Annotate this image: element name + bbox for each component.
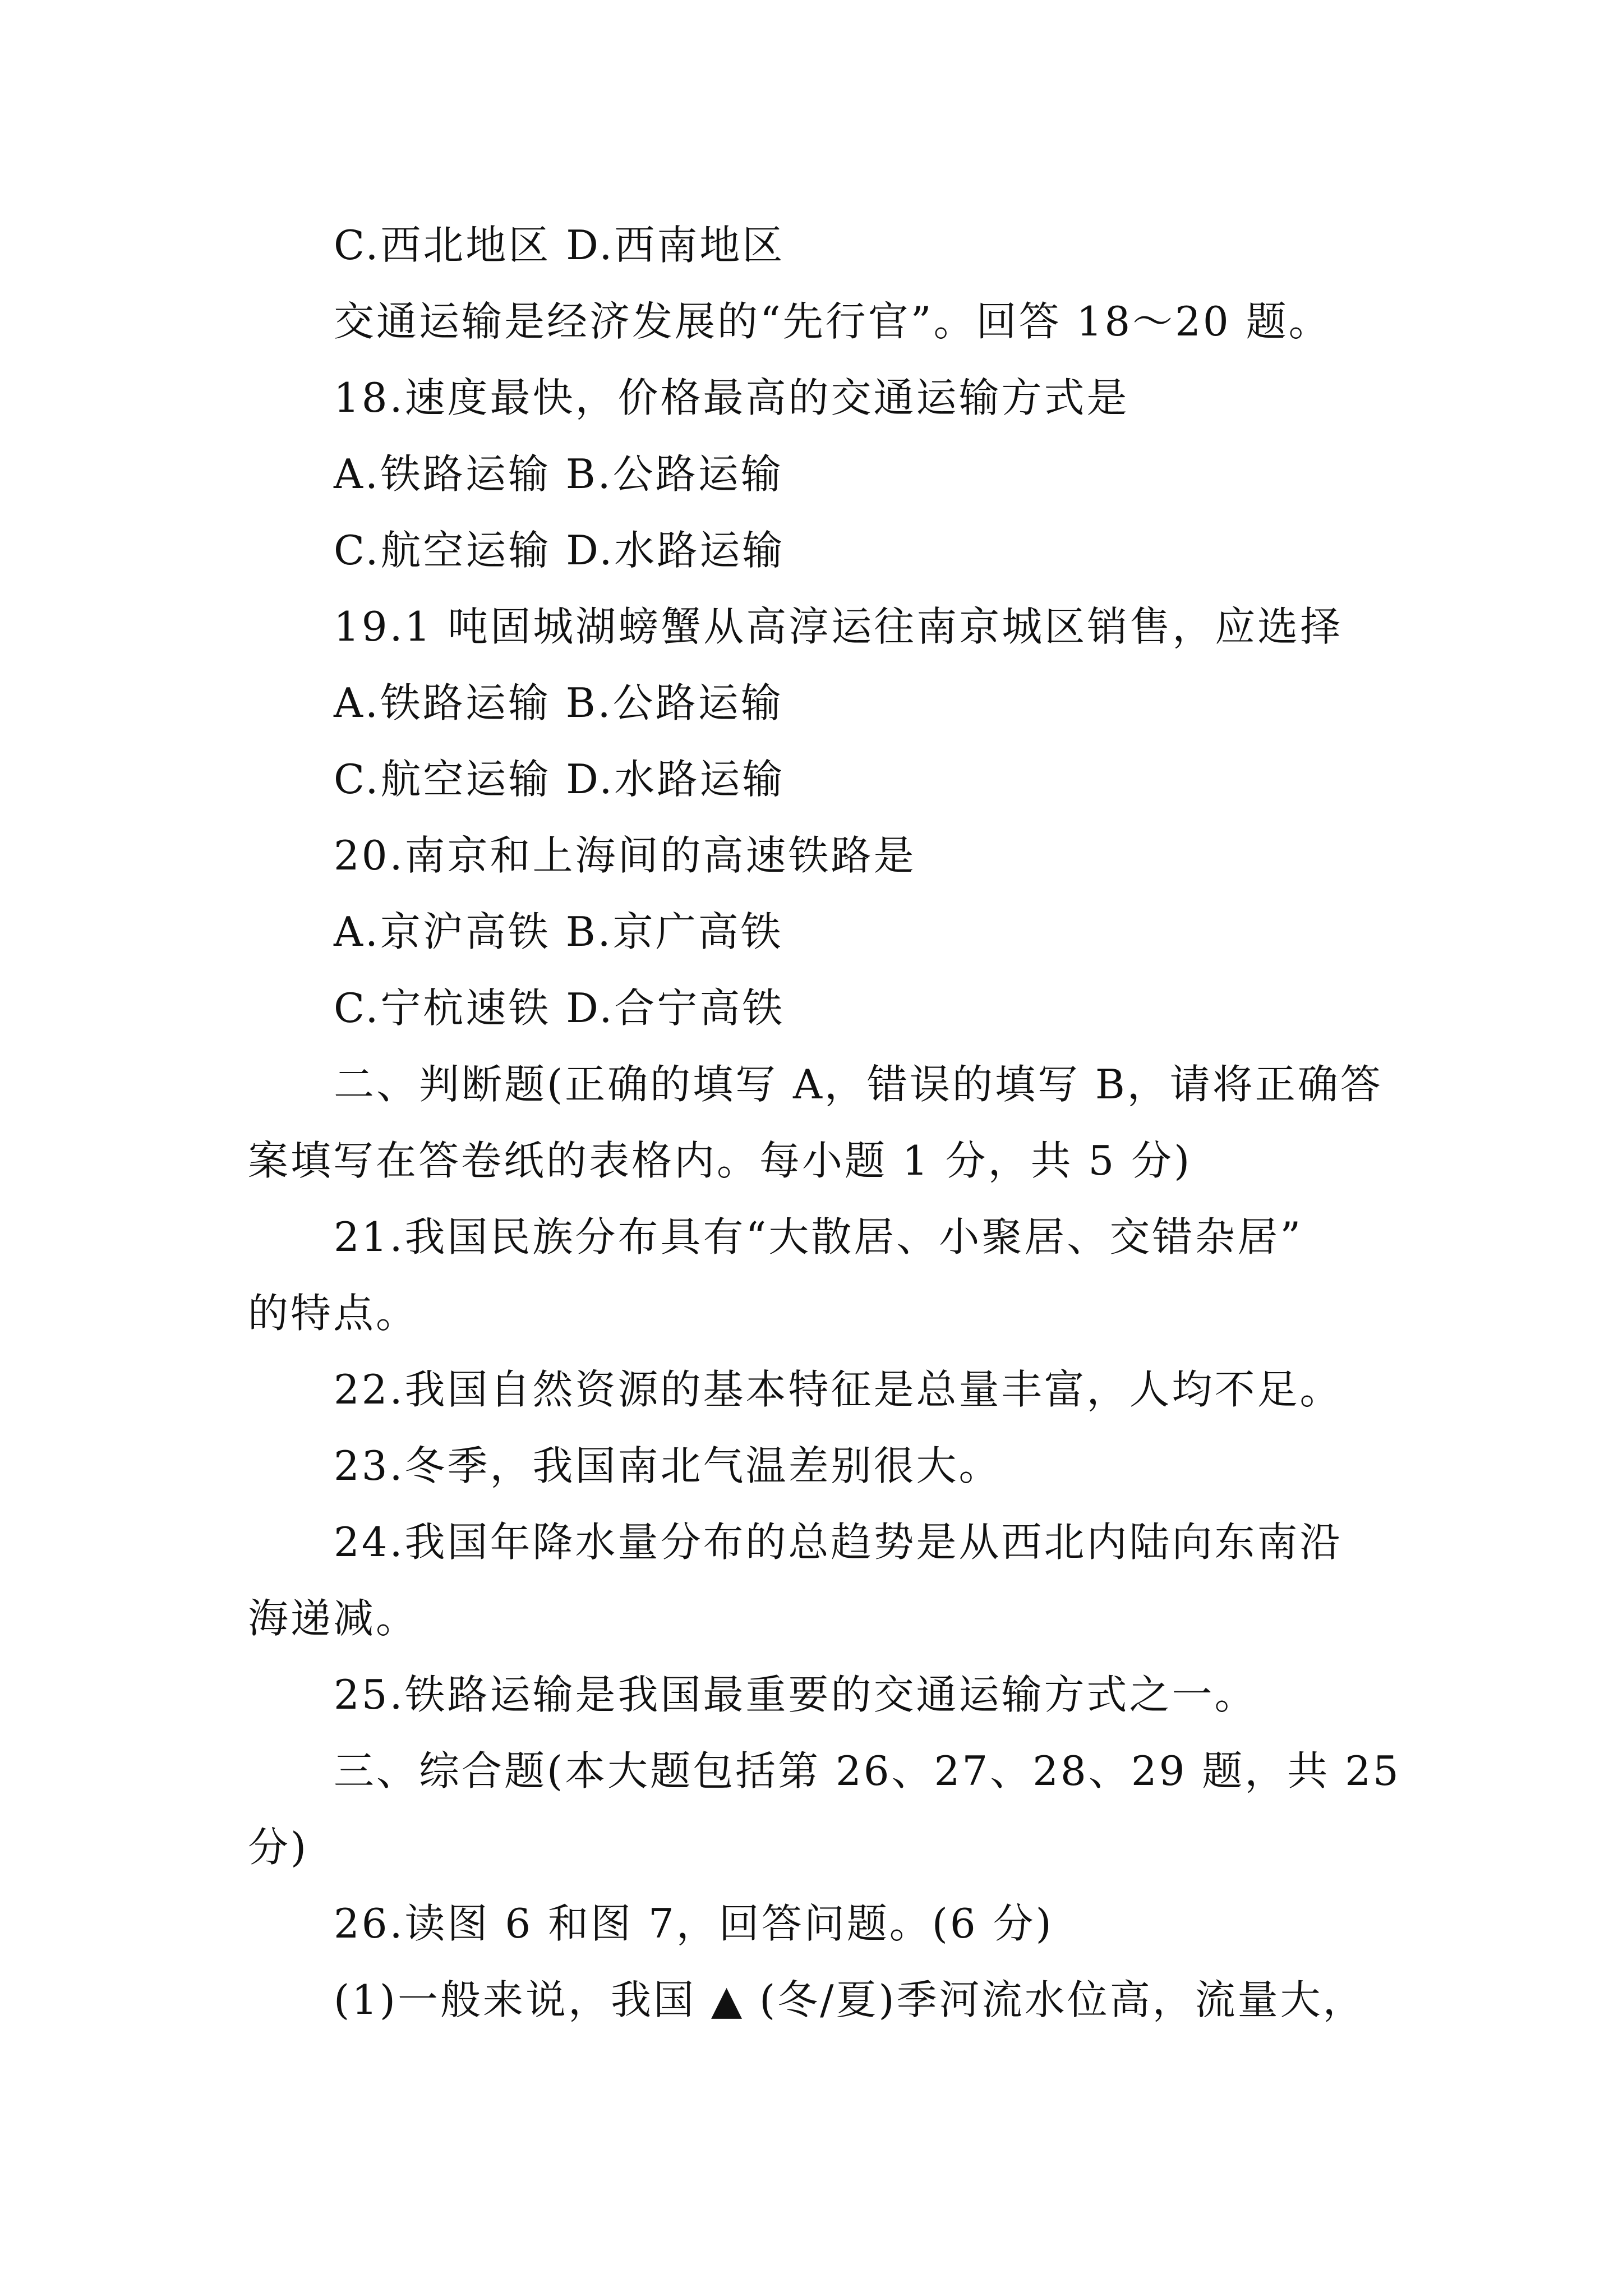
question-18: 18.速度最快，价格最高的交通运输方式是 (334, 374, 1129, 421)
answer-options-line: A.铁路运输 B.公路运输 (334, 679, 783, 726)
section-heading-comprehensive: 三、综合题(本大题包括第 26、27、28、29 题，共 25 (334, 1747, 1401, 1795)
question-21-continuation: 的特点。 (248, 1290, 419, 1337)
section-heading-continuation: 案填写在答卷纸的表格内。每小题 1 分，共 5 分) (248, 1137, 1192, 1184)
question-24: 24.我国年降水量分布的总趋势是从西北内陆向东南沿 (334, 1519, 1343, 1566)
answer-options-line: C.宁杭速铁 D.合宁高铁 (334, 984, 785, 1032)
question-23: 23.冬季，我国南北气温差别很大。 (334, 1442, 1002, 1489)
question-26-part-1: (1)一般来说，我国 ▲ (冬/夏)季河流水位高，流量大， (334, 1976, 1366, 2023)
question-19: 19.1 吨固城湖螃蟹从高淳运往南京城区销售，应选择 (334, 603, 1343, 650)
question-21: 21.我国民族分布具有“大散居、小聚居、交错杂居” (334, 1213, 1303, 1260)
question-25: 25.铁路运输是我国最重要的交通运输方式之一。 (334, 1671, 1257, 1718)
answer-options-line: C.航空运输 D.水路运输 (334, 756, 785, 803)
answer-options-line: A.铁路运输 B.公路运输 (334, 450, 783, 498)
section-intro-line: 交通运输是经济发展的“先行官”。回答 18～20 题。 (334, 298, 1331, 345)
question-24-continuation: 海递减。 (248, 1595, 419, 1642)
question-20: 20.南京和上海间的高速铁路是 (334, 832, 916, 879)
answer-options-line: C.航空运输 D.水路运输 (334, 527, 785, 574)
question-26: 26.读图 6 和图 7，回答问题。(6 分) (334, 1900, 1054, 1947)
question-22: 22.我国自然资源的基本特征是总量丰富，人均不足。 (334, 1366, 1343, 1413)
section-heading-judgement: 二、判断题(正确的填写 A，错误的填写 B，请将正确答 (334, 1061, 1383, 1108)
section-heading-continuation: 分) (248, 1824, 309, 1871)
answer-options-line: A.京沪高铁 B.京广高铁 (334, 908, 783, 955)
answer-options-line: C.西北地区 D.西南地区 (334, 222, 785, 269)
